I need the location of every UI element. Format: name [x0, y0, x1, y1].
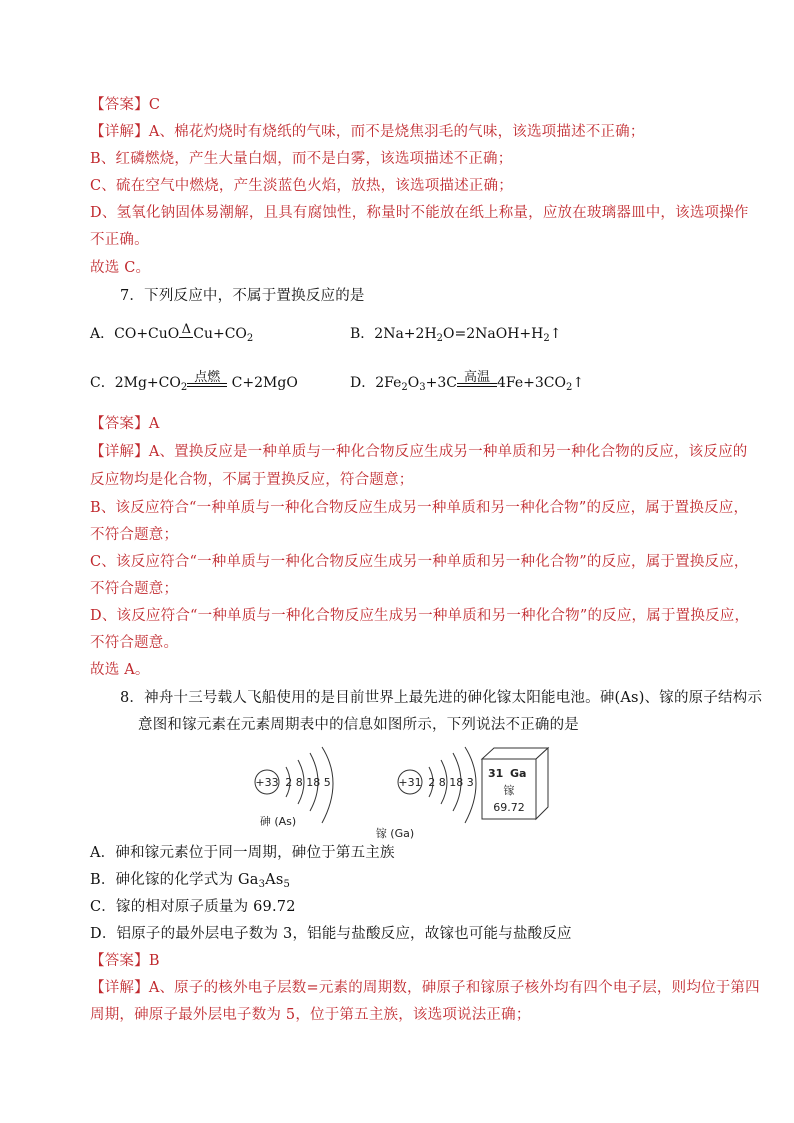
q6-conclusion: 故选 C。	[90, 260, 151, 276]
ga-atom-label: 镓 (Ga)	[375, 827, 415, 840]
q6-detail-d1: D、氢氧化钠固体易潮解，且具有腐蚀性，称量时不能放在纸上称量，应放在玻璃器皿中，该选项操作	[90, 205, 749, 221]
q8-question-line2: 意图和镓元素在元素周期表中的信息如图所示，下列说法不正确的是	[138, 717, 579, 733]
q7-option-d: D．$2Fe_2O_3+3C$ 高温 $4Fe+3CO_2↑$	[350, 370, 585, 393]
atom-structure-figure	[250, 745, 550, 845]
ga-nucleus-label: +31	[398, 776, 422, 789]
q8-detail-a2: 周期，砷原子最外层电子数为 5，位于第五主族，该选项说法正确；	[90, 1007, 531, 1023]
q8-question-line1: 8．神舟十三号载人飞船使用的是目前世界上最先进的砷化镓太阳能电池。砷(As)、镓的原子结构示	[120, 690, 763, 706]
q7-conclusion: 故选 A。	[90, 662, 150, 678]
as-atom-label: 砷 (As)	[259, 815, 297, 828]
q7-detail-b1: B、该反应符合“一种单质与一种化合物反应生成另一种单质和另一种化合物”的反应，属于置换反应，	[90, 500, 749, 516]
q7-detail-b2: 不符合题意；	[90, 527, 179, 543]
q7-question: 7．下列反应中，不属于置换反应的是	[120, 288, 365, 304]
q8-option-c: C．镓的相对原子质量为 69.72	[90, 899, 296, 915]
q8-option-b: B．砷化镓的化学式为 $Ga_3As_5$	[90, 872, 291, 890]
q7-detail-d2: 不符合题意。	[90, 635, 179, 651]
ga-symbol: Ga	[510, 767, 527, 780]
q7-detail-a2: 反应物均是化合物，不属于置换反应，符合题意；	[90, 472, 414, 488]
ga-atomic-mass: 69.72	[493, 801, 525, 814]
q6-detail-a: 【详解】A、棉花灼烧时有烧纸的气味，而不是烧焦羽毛的气味，该选项描述不正确；	[90, 124, 645, 140]
q7-answer: 【答案】A	[90, 416, 160, 432]
q8-option-d: D．铝原子的最外层电子数为 3，铝能与盐酸反应，故镓也可能与盐酸反应	[90, 926, 572, 942]
q6-detail-c: C、硫在空气中燃烧，产生淡蓝色火焰，放热，该选项描述正确；	[90, 178, 513, 194]
as-atom-diagram	[255, 747, 333, 828]
q7-detail-d1: D、该反应符合“一种单质与一种化合物反应生成另一种单质和另一种化合物”的反应，属于置换反应，	[90, 608, 750, 624]
ga-atom-diagram	[376, 747, 476, 840]
q7-option-a: A．CO+CuO Δ $Cu+CO_2$	[90, 322, 254, 344]
ga-periodic-cell	[482, 748, 548, 819]
ga-atomic-number: 31	[488, 767, 504, 780]
q7-option-b: B．$2Na+2H_2O=2NaOH+H_2↑$	[350, 326, 562, 344]
q7-detail-a1: 【详解】A、置换反应是一种单质与一种化合物反应生成另一种单质和另一种化合物的反应，该反应的	[90, 444, 748, 460]
q8-option-a: A．砷和镓元素位于同一周期，砷位于第五主族	[90, 845, 395, 861]
ga-shell-electrons: 2 8 18 3	[428, 776, 474, 789]
q8-answer: 【答案】B	[90, 953, 160, 969]
q7-option-c: C．$2Mg+CO_2$ 点燃 C+2MgO	[90, 370, 298, 393]
q6-detail-d2: 不正确。	[90, 232, 149, 248]
q7-detail-c2: 不符合题意；	[90, 581, 179, 597]
q6-answer: 【答案】C	[90, 97, 161, 113]
q6-detail-b: B、红磷燃烧，产生大量白烟，而不是白雾，该选项描述不正确；	[90, 151, 513, 167]
ga-element-name: 镓	[503, 784, 515, 797]
q8-detail-a1: 【详解】A、原子的核外电子层数=元素的周期数，砷原子和镓原子核外均有四个电子层，则均位于第四	[90, 980, 760, 996]
as-nucleus-label: +33	[255, 776, 279, 789]
q7-detail-c1: C、该反应符合“一种单质与一种化合物反应生成另一种单质和另一种化合物”的反应，属于置换反应，	[90, 554, 749, 570]
as-shell-electrons: 2 8 18 5	[285, 776, 331, 789]
